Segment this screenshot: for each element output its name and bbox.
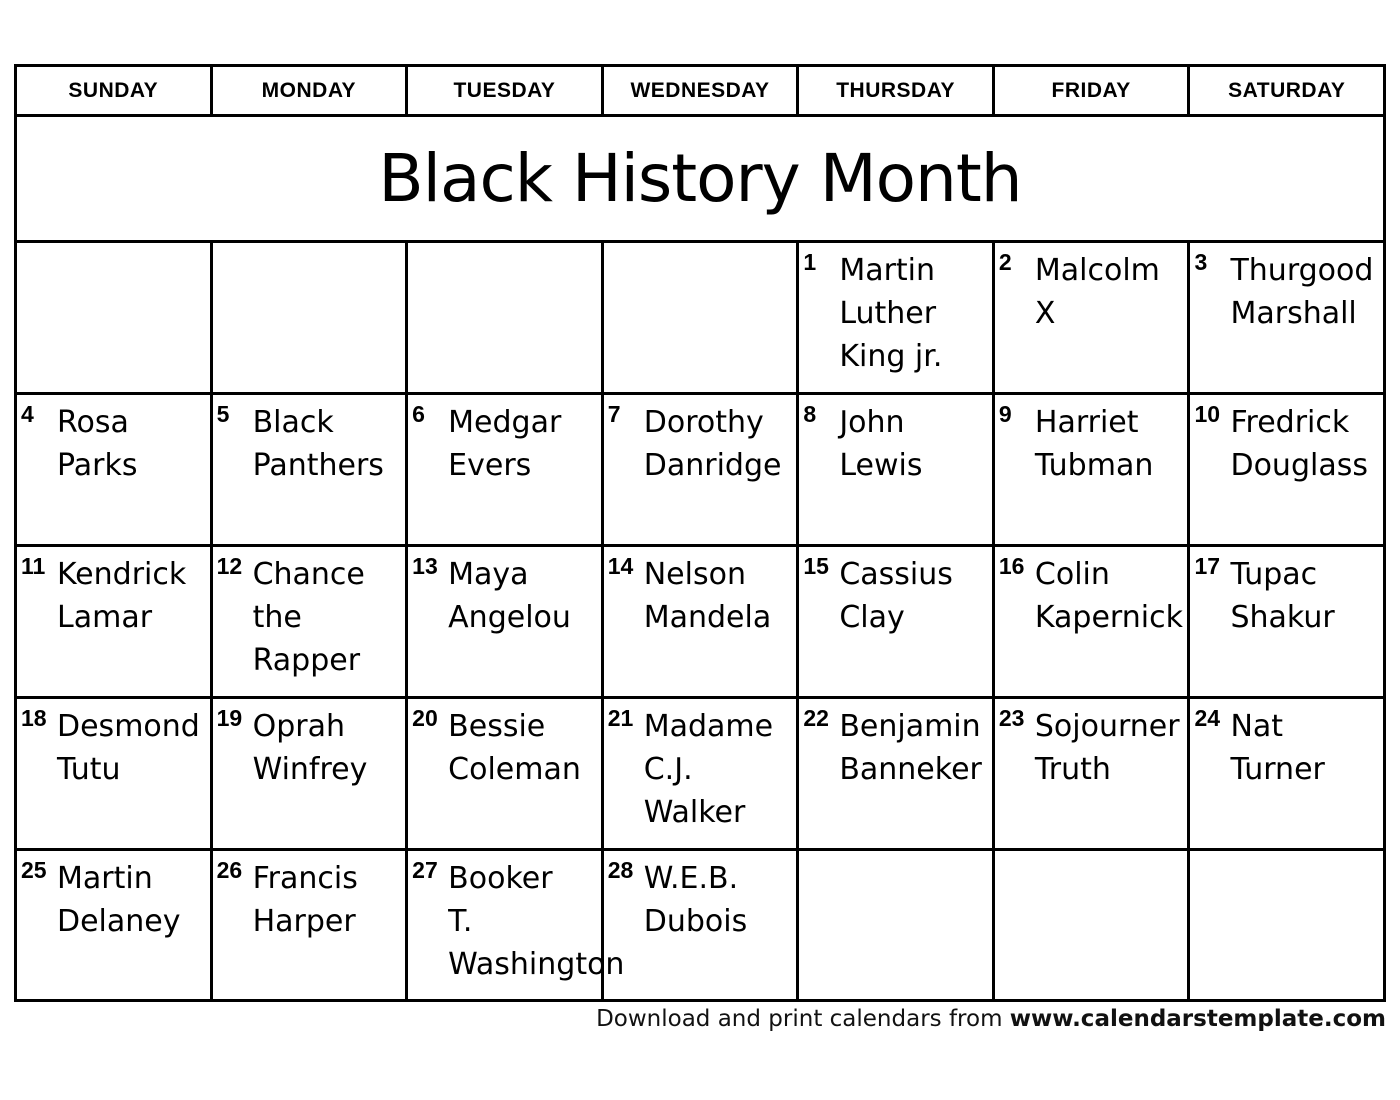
day-cell (604, 547, 800, 696)
day-cell (1190, 547, 1383, 696)
day-cell (17, 851, 213, 1001)
day-number: 20 (412, 705, 438, 731)
empty-day-cell (799, 851, 995, 1001)
day-number: 6 (412, 401, 425, 427)
honoree-name: Francis Harper (252, 861, 358, 939)
day-cell (799, 243, 995, 392)
day-number: 21 (607, 705, 634, 731)
empty-day-cell (408, 243, 604, 392)
day-number: 22 (803, 705, 829, 731)
day-cell (1190, 243, 1383, 392)
calendar-week-row (17, 699, 1383, 851)
honoree-name: Tupac Shakur (1230, 557, 1335, 635)
honoree-name: Chance the Rapper (252, 557, 365, 678)
day-cell (995, 243, 1191, 392)
day-cell (213, 547, 409, 696)
honoree-name: John Lewis (839, 405, 923, 483)
honoree-name: Black Panthers (252, 405, 384, 483)
day-cell (17, 699, 213, 848)
honoree-name: Rosa Parks (57, 405, 138, 483)
honoree-name: Cassius Clay (839, 557, 953, 635)
honoree-name: Colin Kapernick (1034, 557, 1183, 635)
honoree-name: Benjamin Banneker (839, 709, 982, 787)
day-cell (408, 547, 604, 696)
day-number: 5 (216, 401, 230, 427)
day-number: 14 (607, 553, 634, 579)
honoree-name: Sojourner Truth (1034, 709, 1180, 787)
calendar-grid (14, 64, 1386, 1002)
day-cell (995, 395, 1191, 544)
day-cell (604, 395, 800, 544)
day-cell (408, 699, 604, 848)
day-number: 17 (1194, 553, 1221, 579)
honoree-name: Oprah Winfrey (252, 709, 368, 787)
honoree-name: Kendrick Lamar (57, 557, 187, 635)
day-number: 27 (412, 857, 438, 883)
weekday-thursday: THURSDAY (799, 67, 995, 114)
weekday-saturday: SATURDAY (1228, 78, 1346, 102)
day-number: 9 (998, 401, 1012, 427)
calendar-title: Black History Month (17, 117, 1383, 243)
honoree-name: Desmond Tutu (57, 709, 200, 787)
day-number: 12 (216, 553, 243, 579)
honoree-name: Bessie Coleman (448, 709, 581, 787)
day-number: 19 (216, 705, 243, 731)
calendar-week-row (17, 851, 1383, 1001)
day-cell (1190, 699, 1383, 848)
honoree-name: Martin Delaney (57, 861, 181, 939)
day-cell (17, 395, 213, 544)
empty-day-cell (17, 243, 213, 392)
honoree-name: Dorothy Danridge (643, 405, 782, 483)
calendar-week-row (17, 243, 1383, 395)
day-number: 18 (21, 705, 47, 731)
weekday-tuesday: TUESDAY (408, 67, 604, 114)
day-number: 16 (998, 553, 1025, 579)
day-number: 4 (21, 401, 34, 427)
day-number: 25 (21, 857, 47, 883)
day-number: 2 (998, 249, 1012, 275)
weekday-monday: MONDAY (213, 67, 409, 114)
empty-day-cell (213, 243, 409, 392)
day-cell (799, 699, 995, 848)
honoree-name: Nelson Mandela (643, 557, 772, 635)
weekday-wednesday: WEDNESDAY (604, 67, 800, 114)
day-number: 3 (1194, 249, 1208, 275)
weekday-sunday: SUNDAY (17, 67, 213, 114)
day-cell (408, 395, 604, 544)
day-cell (799, 547, 995, 696)
day-number: 28 (607, 857, 634, 883)
day-cell (799, 395, 995, 544)
honoree-name: Martin Luther King jr. (839, 253, 943, 374)
honoree-name: Malcolm X (1034, 253, 1160, 331)
day-number: 13 (412, 553, 438, 579)
honoree-name: Madame C.J. Walker (643, 709, 774, 830)
day-number: 23 (998, 705, 1025, 731)
honoree-name: W.E.B. Dubois (643, 861, 748, 939)
empty-day-cell (604, 243, 800, 392)
day-number: 26 (216, 857, 243, 883)
weeks-container (17, 243, 1383, 999)
footer-credit (596, 1006, 1386, 1032)
day-number: 15 (803, 553, 829, 579)
day-number: 1 (803, 249, 817, 275)
day-cell (17, 547, 213, 696)
day-number: 7 (607, 401, 621, 427)
honoree-name: Booker T. Washington (448, 861, 625, 982)
day-number: 24 (1194, 705, 1221, 731)
day-cell (1190, 395, 1383, 544)
honoree-name: Thurgood Marshall (1230, 253, 1374, 331)
day-number: 10 (1194, 401, 1221, 427)
day-cell (604, 851, 800, 1001)
footer-site-link[interactable]: www.calendarstemplate.com (1009, 1006, 1386, 1032)
honoree-name: Maya Angelou (448, 557, 571, 635)
empty-day-cell (1190, 851, 1383, 1001)
day-number: 11 (21, 553, 46, 579)
day-cell (213, 395, 409, 544)
day-cell (213, 699, 409, 848)
honoree-name: Medgar Evers (448, 405, 562, 483)
calendar-week-row (17, 547, 1383, 699)
calendar-week-row (17, 395, 1383, 547)
footer-prefix: Download and print calendars from (596, 1006, 1010, 1032)
day-cell (995, 699, 1191, 848)
weekday-header-row (17, 67, 1383, 117)
day-cell (995, 547, 1191, 696)
empty-day-cell (995, 851, 1191, 1001)
day-number: 8 (803, 401, 817, 427)
day-cell (604, 699, 800, 848)
day-cell (213, 851, 409, 1001)
honoree-name: Fredrick Douglass (1230, 405, 1368, 483)
honoree-name: Nat Turner (1230, 709, 1325, 787)
honoree-name: Harriet Tubman (1034, 405, 1154, 483)
weekday-friday: FRIDAY (995, 67, 1191, 114)
